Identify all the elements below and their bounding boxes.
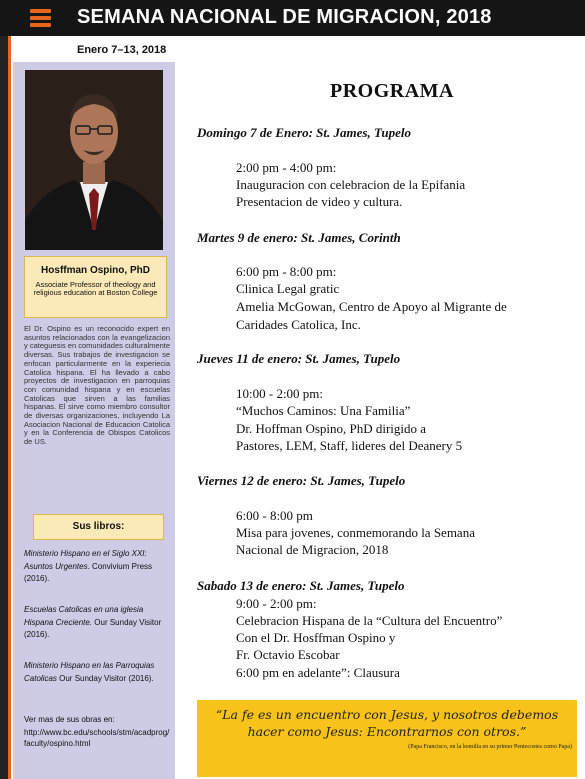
schedule-line: “Muchos Caminos: Una Familia” (236, 403, 411, 418)
speaker-photo (25, 70, 163, 250)
schedule-line: Fr. Octavio Escobar (236, 647, 340, 662)
schedule-line: Misa para jovenes, conmemorando la Semana (236, 525, 475, 540)
day-heading-tuesday: Martes 9 de enero: St. James, Corinth (197, 230, 401, 245)
book-publisher: Our Sunday Visitor (2016). (56, 673, 154, 683)
schedule-line: Presentacion de video y cultura. (236, 194, 403, 209)
book-title: Escuelas Catolicas en una iglesia Hispana Creciente. (24, 605, 144, 627)
date-range: Enero 7–13, 2018 (77, 44, 167, 56)
day-heading-friday: Viernes 12 de enero: St. James, Tupelo (197, 473, 406, 488)
schedule-time: 6:00 pm - 8:00 pm: (236, 264, 337, 279)
schedule-line: Amelia McGowan, Centro de Apoyo al Migrante de (236, 299, 507, 314)
book-publisher: Convivium Press (2016). (24, 561, 153, 583)
left-accent-stripe (8, 36, 11, 779)
schedule-line: Dr. Hoffman Ospino, PhD dirigido a (236, 421, 427, 436)
schedule-line: Nacional de Migracion, 2018 (236, 542, 389, 557)
schedule-line: Con el Dr. Hosffman Ospino y (236, 630, 396, 645)
schedule-line: Clinica Legal gratic (236, 281, 340, 296)
schedule-line: Celebracion Hispana de la “Cultura del Encuentro” (236, 613, 503, 628)
more-works-link[interactable]: http://www.bc.edu/schools/stm/acadprog/faculty/ospino.html (24, 728, 170, 748)
left-frame-bar (0, 0, 8, 779)
schedule-time: 2:00 pm - 4:00 pm: (236, 160, 337, 175)
speaker-nameplate (24, 256, 167, 318)
schedule-time: 9:00 - 2:00 pm: (236, 596, 317, 611)
books-heading: Sus libros: (33, 514, 164, 540)
schedule-time: 10:00 - 2:00 pm: (236, 386, 324, 401)
day-heading-thursday: Jueves 11 de enero: St. James, Tupelo (197, 351, 401, 366)
schedule-time: 6:00 - 8:00 pm (236, 508, 313, 523)
book-title: Ministerio Hispano en el Siglo XXI: Asuntos Urgentes. (24, 549, 147, 571)
more-works-label: Ver mas de sus obras en: (24, 715, 115, 724)
quote-source: (Papa Francisco, en la homilia en su primer Pentecostes como Papa) (408, 744, 572, 750)
schedule-line: Pastores, LEM, Staff, lideres del Deanery 5 (236, 438, 463, 453)
book-item (24, 660, 170, 685)
speaker-name: Hosffman Ospino, PhD (41, 265, 150, 276)
more-works (24, 714, 170, 749)
quote-text: “La fe es un encuentro con Jesus, y nosotros debemos hacer como Jesus: Encontrarnos con otros.” (215, 707, 559, 739)
speaker-role: Associate Professor of theology and religious education at Boston College (33, 280, 158, 297)
schedule-line: Inauguracion con celebracion de la Epifania (236, 177, 466, 192)
day-heading-sunday: Domingo 7 de Enero: St. James, Tupelo (197, 125, 412, 140)
book-title: Ministerio Hispano en las Parroquias Catolicas (24, 661, 155, 683)
hamburger-menu-icon[interactable] (30, 9, 51, 28)
book-publisher: Our Sunday Visitor (2016). (24, 617, 162, 639)
page-title: SEMANA NACIONAL DE MIGRACION, 2018 (77, 6, 492, 28)
speaker-bio: El Dr. Ospino es un reconocido expert en asuntos relacionados con la evangelizacion y categuesis en comunidades culturalmente diversas. Sus trabajos de investigacion se enfocan particularmente en la experiecia Catolica hispana. El ha llevado a cabo proyectos de investigacion en parroquias con comunidad hispana y en escuelas Catolicas que sirven a las familias hispanas. El sirve como miembro consultor de diversas organizaciones, incluyendo La Asociacion Nacional de Educacion Catolica y en la Conferencia de Obispos Catolicos de US. (24, 324, 170, 447)
header-bar (0, 0, 585, 36)
program-title: PROGRAMA (330, 80, 454, 102)
day-heading-saturday: Sabado 13 de enero: St. James, Tupelo (197, 578, 405, 593)
book-item (24, 548, 170, 586)
book-item (24, 604, 170, 642)
schedule-time: 6:00 pm en adelante”: Clausura (236, 665, 400, 680)
schedule-line: Caridades Catolica, Inc. (236, 317, 361, 332)
